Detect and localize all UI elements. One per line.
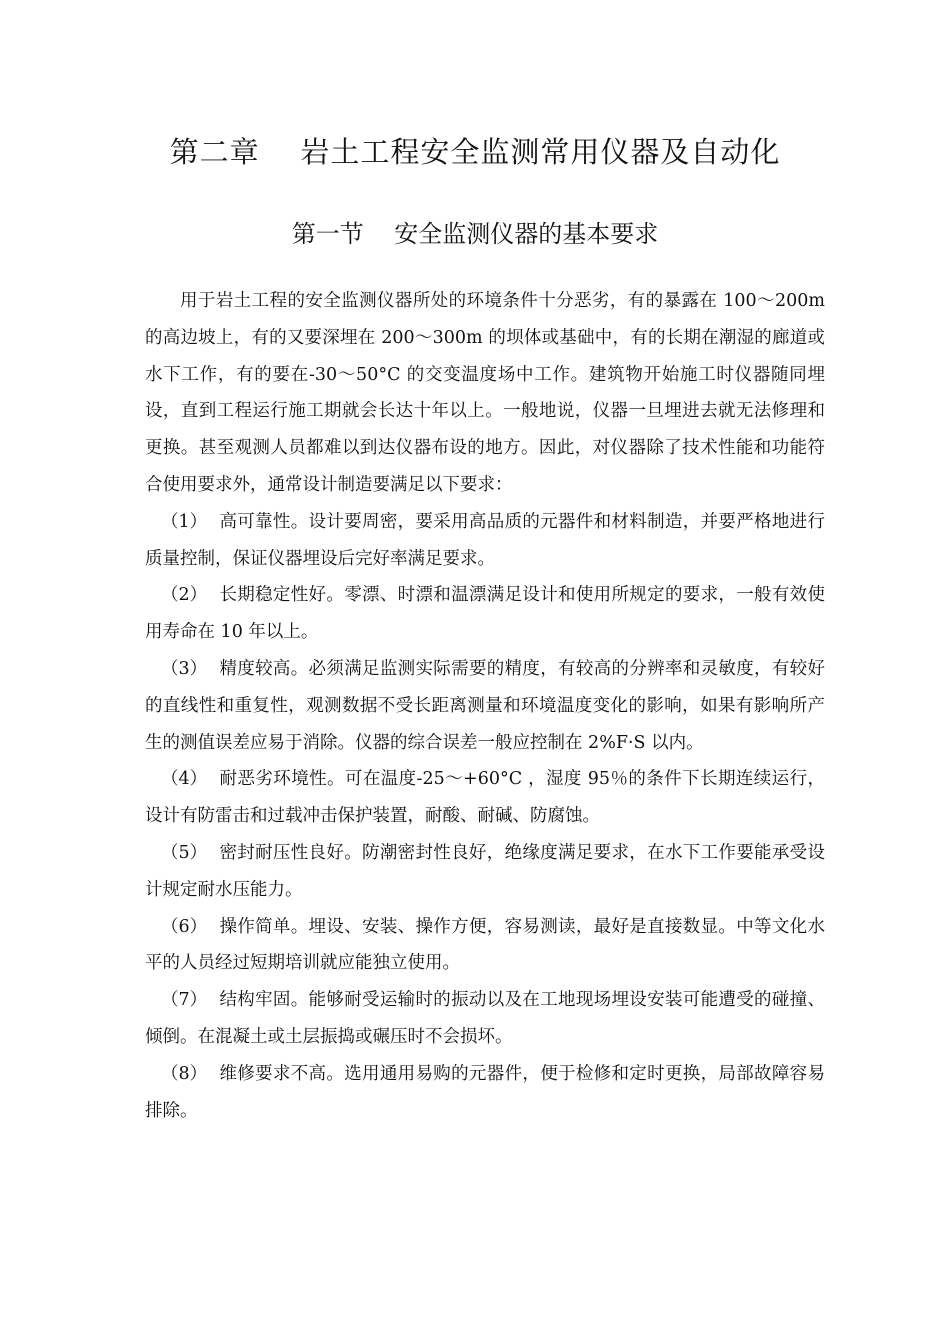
item-text: 密封耐压性良好。防潮密封性良好，绝缘度满足要求，在水下工作要能承受设计规定耐水压能力。 xyxy=(145,842,825,900)
item-number: （3） xyxy=(161,658,208,679)
requirement-item-3 xyxy=(145,651,825,761)
item-text: 结构牢固。能够耐受运输时的振动以及在工地现场埋设安装可能遭受的碰撞、倾倒。在混凝土或土层振捣或碾压时不会损坏。 xyxy=(145,990,825,1047)
item-number: （1） xyxy=(161,511,208,532)
requirement-item-7 xyxy=(145,982,825,1056)
section-title: 第一节 安全监测仪器的基本要求 xyxy=(291,220,659,248)
item-text: 操作简单。埋设、安装、操作方便，容易测读，最好是直接数显。中等文化水平的人员经过短期培训就应能独立使用。 xyxy=(145,916,825,974)
item-text: 维修要求不高。选用通用易购的元器件，便于检修和定时更换，局部故障容易排除。 xyxy=(145,1063,825,1121)
requirement-item-4 xyxy=(145,761,825,835)
requirement-item-8 xyxy=(145,1056,825,1130)
item-text: 高可靠性。设计要周密，要采用高品质的元器件和材料制造，并要严格地进行质量控制，保证仪器埋设后完好率满足要求。 xyxy=(145,511,825,569)
item-number: （6） xyxy=(161,916,208,937)
requirement-item-6 xyxy=(145,909,825,983)
item-text: 长期稳定性好。零漂、时漂和温漂满足设计和使用所规定的要求，一般有效使用寿命在 10 年以上。 xyxy=(145,585,825,643)
item-text: 精度较高。必须满足监测实际需要的精度，有较高的分辨率和灵敏度，有较好的直线性和重复性，观测数据不受长距离测量和环境温度变化的影响，如果有影响所产生的测值误差应易于消除。仪器的综合误差一般应控制在 2%F·S 以内。 xyxy=(145,658,825,753)
item-text: 耐恶劣环境性。可在温度-25～+60°C ，湿度 95％的条件下长期连续运行，设计有防雷击和过载冲击保护装置，耐酸、耐碱、防腐蚀。 xyxy=(145,769,825,827)
item-number: （7） xyxy=(161,990,208,1011)
document-body xyxy=(145,283,825,1129)
intro-paragraph: 用于岩土工程的安全监测仪器所处的环境条件十分恶劣，有的暴露在 100～200m 的高边坡上，有的又要深埋在 200～300m 的坝体或基础中，有的长期在潮湿的廊道或水下工作，有的要在-30～50°C 的交变温度场中工作。建筑物开始施工时仪器随同埋设，直到工程运行施工期就会长达十年以上。一般地说，仪器一旦埋进去就无法修理和更换。甚至观测人员都难以到达仪器布设的地方。因此，对仪器除了技术性能和功能符合使用要求外，通常设计制造要满足以下要求： xyxy=(145,291,825,495)
item-number: （5） xyxy=(161,842,208,863)
item-number: （8） xyxy=(161,1063,208,1084)
requirement-item-5 xyxy=(145,835,825,909)
chapter-title: 第二章 岩土工程安全监测常用仪器及自动化 xyxy=(169,135,781,169)
requirement-item-2 xyxy=(145,577,825,651)
item-number: （4） xyxy=(161,769,208,790)
item-number: （2） xyxy=(161,585,208,606)
requirement-item-1 xyxy=(145,504,825,578)
